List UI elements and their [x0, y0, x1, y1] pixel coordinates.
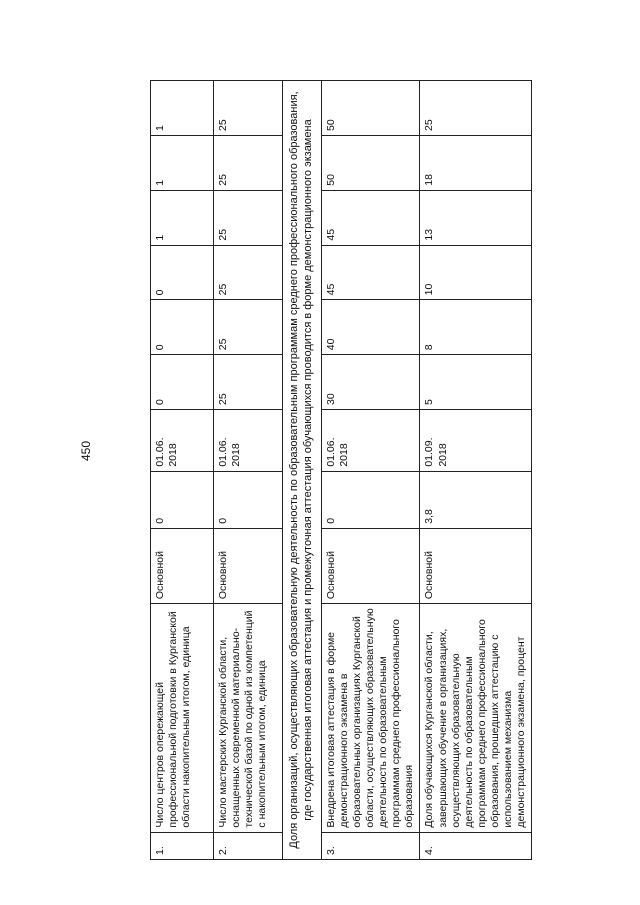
year-value: 1 — [151, 81, 214, 136]
year-value: 18 — [420, 135, 532, 190]
base-value: 3,8 — [420, 471, 532, 528]
table-row — [151, 81, 214, 860]
indicator-type: Основной — [420, 528, 532, 603]
year-value: 0 — [151, 300, 214, 355]
year-value: 1 — [151, 190, 214, 245]
row-number: 1. — [151, 832, 214, 859]
indicator-description: Число мастерских Курганской области, оснащенных современной материально-технической базой по одной из компетенций с накопительным итогом, единица — [214, 604, 283, 832]
base-date: 01.06. 2018 — [321, 410, 420, 472]
year-value: 0 — [151, 355, 214, 410]
section-title: Доля организаций, осуществляющих образовательную деятельность по образовательным программам среднего профессионального образования, где государственная итоговая аттестация и промежуточная аттестация обучающихся проводится в форме демонстрационного экзамена — [283, 81, 322, 860]
table-row — [420, 81, 532, 860]
year-value: 25 — [214, 355, 283, 410]
indicator-type: Основной — [214, 528, 283, 603]
year-value: 25 — [214, 245, 283, 300]
page-number: 450 — [79, 440, 94, 462]
indicator-type: Основной — [151, 528, 214, 603]
indicators-table — [150, 80, 532, 860]
section-row — [283, 81, 322, 860]
year-value: 45 — [321, 190, 420, 245]
indicator-description: Число центров опережающей профессиональной подготовки в Курганской области накопительным итогом, единица — [151, 604, 214, 832]
year-value: 25 — [214, 81, 283, 136]
base-date: 01.06. 2018 — [214, 410, 283, 472]
year-value: 5 — [420, 355, 532, 410]
year-value: 0 — [151, 245, 214, 300]
base-value: 0 — [321, 471, 420, 528]
table-row — [214, 81, 283, 860]
year-value: 50 — [321, 135, 420, 190]
rotated-table-stage — [150, 80, 528, 860]
row-number: 2. — [214, 832, 283, 859]
year-value: 30 — [321, 355, 420, 410]
base-value: 0 — [151, 471, 214, 528]
year-value: 13 — [420, 190, 532, 245]
row-number: 4. — [420, 832, 532, 859]
year-value: 40 — [321, 300, 420, 355]
base-value: 0 — [214, 471, 283, 528]
year-value: 25 — [214, 135, 283, 190]
year-value: 25 — [420, 81, 532, 136]
indicator-type: Основной — [321, 528, 420, 603]
year-value: 50 — [321, 81, 420, 136]
base-date: 01.09. 2018 — [420, 410, 532, 472]
row-number: 3. — [321, 832, 420, 859]
year-value: 1 — [151, 135, 214, 190]
year-value: 8 — [420, 300, 532, 355]
base-date: 01.06. 2018 — [151, 410, 214, 472]
year-value: 10 — [420, 245, 532, 300]
year-value: 25 — [214, 190, 283, 245]
indicator-description: Доля обучающихся Курганской области, завершающих обучение в организациях, осуществляющих образовательную деятельность по образовательным программам среднего профессионального образования, прошедших аттестацию с использованием механизма демонстрационного экзамена, процент — [420, 604, 532, 832]
year-value: 25 — [214, 300, 283, 355]
indicator-description: Внедрена итоговая аттестация в форме демонстрационного экзамена в образовательных организациях Курганской области, осуществляющих образовательную деятельность по образовательным программам среднего профессионального образования — [321, 604, 420, 832]
table-row — [321, 81, 420, 860]
year-value: 45 — [321, 245, 420, 300]
